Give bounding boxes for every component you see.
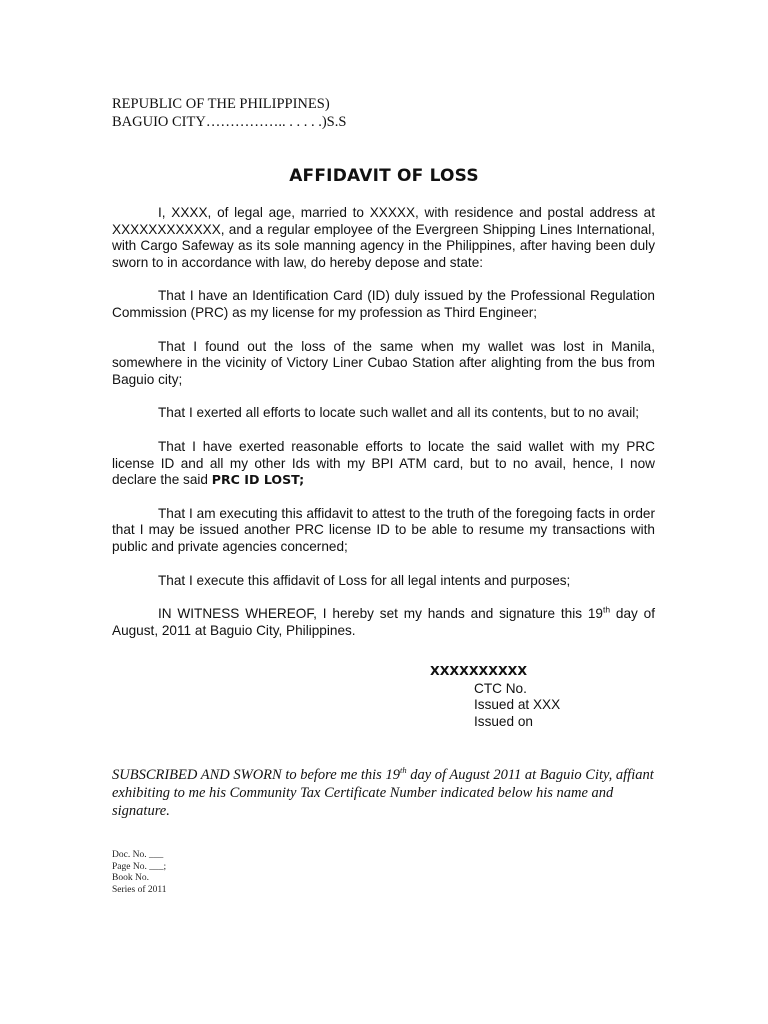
jurat-text-a: SUBSCRIBED AND SWORN to before me this 19 — [112, 767, 400, 783]
jurat — [112, 766, 657, 820]
witness-text-b: day of August, 2011 at Baguio City, Philippines. — [112, 606, 656, 638]
jurat-text-b: day of August 2011 at Baguio City, affiant exhibiting to me his Community Tax Certificate Number indicated below his name and signature. — [112, 767, 654, 819]
paragraph-declare-lost — [112, 439, 655, 489]
ctc-number: CTC No. — [474, 680, 527, 696]
jurat-sup: th — [399, 765, 407, 776]
notarial-register — [112, 850, 167, 896]
declare-lost-text: That I have exerted reasonable efforts to locate the said wallet with my PRC license ID and all my other Ids with my BPI ATM card, but to no avail, hence, I now declare the said — [112, 438, 655, 488]
paragraph-legal-intents: That I execute this affidavit of Loss for all legal intents and purposes; — [158, 572, 571, 588]
venue-header — [112, 95, 346, 131]
affidavit-body — [112, 205, 655, 656]
affiant-name: XXXXXXXXXX — [430, 663, 528, 678]
paragraph-witness — [112, 606, 655, 639]
paragraph-purpose: That I am executing this affidavit to attest to the truth of the foregoing facts in order that I may be issued another PRC license ID to be able to resume my transactions with public and private agencies concerned; — [112, 505, 655, 554]
page-number: Page No. ___; — [112, 861, 167, 872]
signature-block — [430, 663, 560, 730]
paragraph-loss-found: That I found out the loss of the same when my wallet was lost in Manila, somewhere in the vicinity of Victory Liner Cubao Station after alighting from the bus from Baguio city; — [112, 338, 655, 387]
series-year: Series of 2011 — [112, 884, 167, 895]
issued-on: Issued on — [474, 713, 533, 729]
witness-text-a: IN WITNESS WHEREOF, I hereby set my hands and signature this 19 — [158, 606, 603, 622]
paragraph-efforts: That I exerted all efforts to locate such wallet and all its contents, but to no avail; — [158, 405, 640, 421]
issued-at: Issued at XXX — [474, 697, 561, 713]
paragraph-intro: I, XXXX, of legal age, married to XXXXX, with residence and postal address at XXXXXXXXXXXX, and a regular employee of the Evergreen Shipping Lines International, with Cargo Safeway as its sole manning agency in the Philippines, after having been duly sworn to in accordance with law, do hereby depose and state: — [112, 205, 655, 270]
doc-number: Doc. No. ___ — [112, 850, 164, 860]
declare-lost-bold: PRC ID LOST; — [211, 472, 305, 488]
paragraph-id-issued: That I have an Identification Card (ID) duly issued by the Professional Regulation Commission (PRC) as my license for my profession as Third Engineer; — [112, 288, 655, 320]
book-number: Book No. — [112, 873, 149, 884]
venue-city: BAGUIO CITY…………….. . . . . .)S.S — [112, 114, 347, 130]
witness-sup: th — [602, 604, 611, 615]
document-title: AFFIDAVIT OF LOSS — [289, 166, 479, 186]
venue-country: REPUBLIC OF THE PHILIPPINES) — [112, 96, 330, 112]
